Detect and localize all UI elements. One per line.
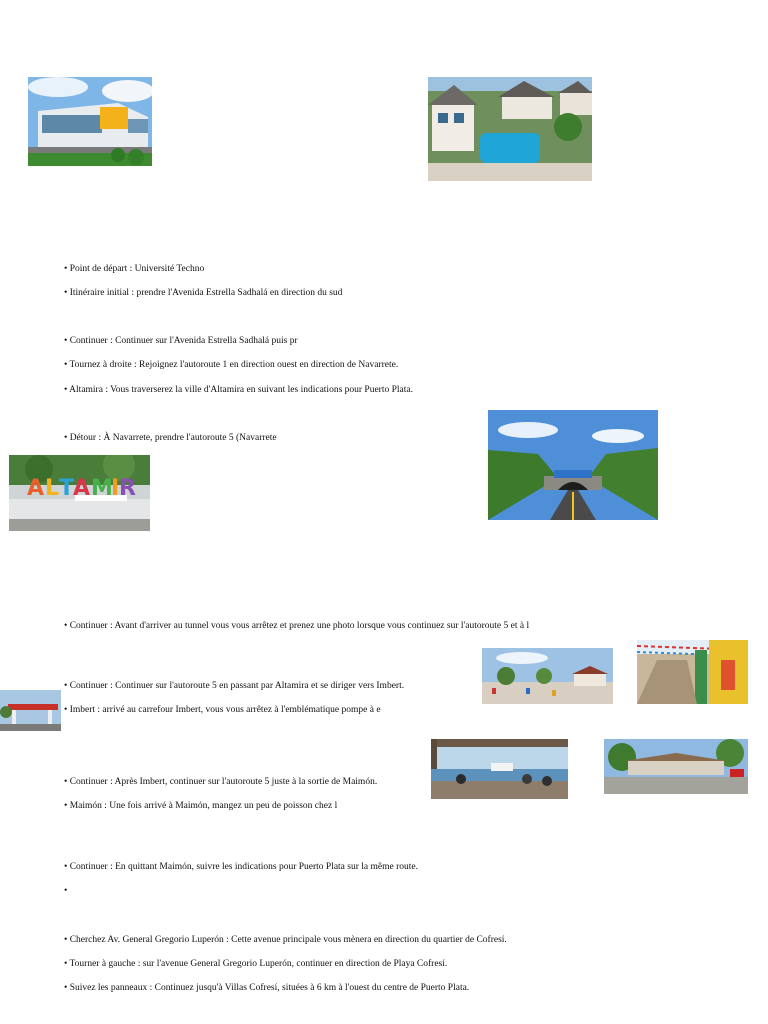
departure-point-line: • Point de départ : Université Techno [64,264,205,274]
svg-text:R: R [119,476,136,501]
altamira-line: • Altamira : Vous traverserez la ville d'Altamira en suivant les indications pour Puerto Plata. [64,385,413,395]
altamira-sign-letters: A [27,476,45,501]
svg-text:A: A [73,476,91,501]
tunnel-photo [488,410,658,520]
luperon-avenue-line: • Cherchez Av. General Gregorio Luperón : Cette avenue principale vous mènera en direction du quartier de Cofresí. [64,935,507,945]
leave-maimon-line: • Continuer : En quittant Maimón, suivre les indications pour Puerto Plata sur la même route. [64,862,418,872]
roadside-station-photo [604,739,748,794]
maimon-line: • Maimón : Une fois arrivé à Maimón, mangez un peu de poisson chez l [64,801,338,811]
empty-bullet-line: • [64,886,68,896]
university-building-photo [28,77,152,166]
initial-route-line: • Itinéraire initial : prendre l'Avenida Estrella Sadhalá en direction du sud [64,288,343,298]
continue-maimon-line: • Continuer : Après Imbert, continuer sur l'autoroute 5 juste à la sortie de Maimón. [64,777,378,787]
continue-imbert-line: • Continuer : Continuer sur l'autoroute 5 en passant par Altamira et se diriger vers Imbert. [64,681,405,691]
svg-text:T: T [59,476,75,501]
tunnel-stop-line: • Continuer : Avant d'arriver au tunnel vous vous arrêtez et prenez une photo lorsque vous continuez sur l'autoroute 5 et à l [64,621,530,631]
continue-sadhala-line: • Continuer : Continuer sur l'Avenida Estrella Sadhalá puis pr [64,336,298,346]
altamira-sign-photo [9,455,150,531]
turn-right-line: • Tournez à droite : Rejoignez l'autoroute 1 en direction ouest en direction de Navarrete. [64,360,399,370]
detour-line: • Détour : À Navarrete, prendre l'autoroute 5 (Navarrete [64,433,277,443]
svg-text:M: M [91,476,113,501]
svg-text:L: L [45,476,60,501]
gas-station-photo [0,690,61,731]
seaside-restaurant-photo [431,739,568,799]
imbert-line: • Imbert : arrivé au carrefour Imbert, vous vous arrêtez à l'emblématique pompe à e [64,705,381,715]
follow-signs-line: • Suivez les panneaux : Continuez jusqu'à Villas Cofresí, situées à 6 km à l'ouest du centre de Puerto Plata. [64,983,470,993]
svg-text:I: I [111,476,120,501]
colorful-street-photo [637,640,748,704]
turn-left-line: • Tourner à gauche : sur l'avenue General Gregorio Luperón, continuer en direction de Playa Cofresí. [64,959,448,969]
villa-pool-photo [428,77,592,181]
plaza-photo [482,648,613,704]
